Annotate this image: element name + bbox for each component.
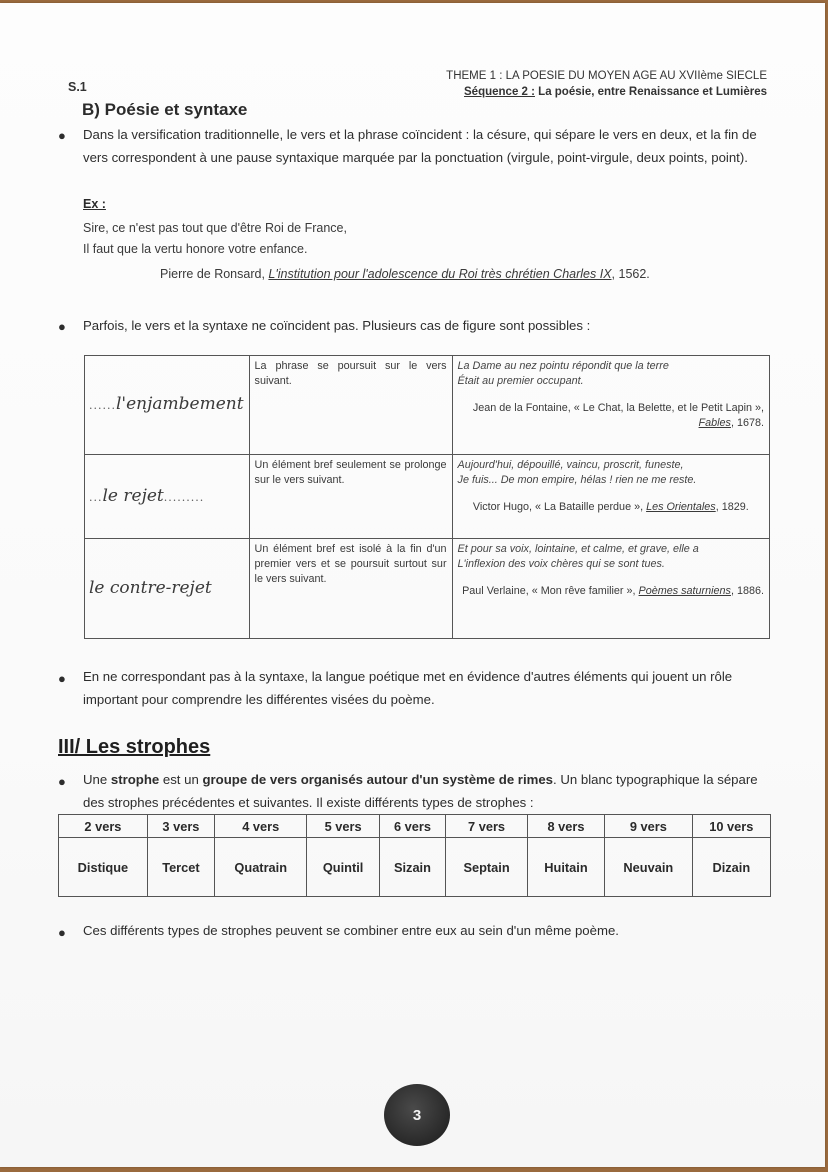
page-header (446, 68, 767, 100)
table-cell: Tercet (147, 838, 214, 897)
table-cell: Neuvain (604, 838, 692, 897)
poem-excerpt: Et pour sa voix, lointaine, et calme, et grave, elle a L'inflexion des voix chères qui se sont tues. (457, 543, 699, 570)
bullet-icon: ● (58, 774, 66, 789)
example-citation: Pierre de Ronsard, L'institution pour l'adolescence du Roi très chrétien Charles IX, 1562. (160, 267, 650, 281)
figure-example (452, 539, 769, 639)
handwritten-answer: le contre-rejet (85, 539, 250, 639)
handwritten-answer: ...le rejet......... (85, 455, 250, 539)
table-cell: Sizain (379, 838, 445, 897)
figures-table (84, 355, 770, 639)
handwritten-answer: ......l'enjambement (85, 356, 250, 455)
document-page (0, 3, 825, 1167)
bullet-icon: ● (58, 319, 66, 334)
table-row (85, 455, 770, 539)
table-header-cell: 9 vers (604, 815, 692, 838)
poem-source: Jean de la Fontaine, « Le Chat, la Belette, et le Petit Lapin », Fables, 1678. (472, 402, 764, 429)
table-cell: Huitain (527, 838, 604, 897)
section-heading-iii: III/ Les strophes (58, 736, 211, 758)
theme-title: THEME 1 : LA POESIE DU MOYEN AGE AU XVIIème SIECLE (446, 70, 767, 82)
section-code: S.1 (68, 80, 87, 94)
work-title: L'institution pour l'adolescence du Roi très chrétien Charles IX (268, 267, 612, 281)
paragraph-cases: Parfois, le vers et la syntaxe ne coïncident pas. Plusieurs cas de figure sont possibles : (83, 318, 591, 333)
table-header-row (59, 815, 771, 838)
strophes-table (58, 814, 771, 897)
paragraph-strophe-definition: Une strophe est un groupe de vers organisés autour d'un système de rimes. Un blanc typographique la sépare des strophes précédentes et suivantes. Il existe différents types de strophes : (83, 772, 758, 810)
figure-definition: Un élément bref seulement se prolonge sur le vers suivant. (249, 455, 452, 539)
paragraph-poetic-language: En ne correspondant pas à la syntaxe, la langue poétique met en évidence d'autres éléments qui jouent un rôle important pour comprendre les différentes visées du poème. (83, 669, 733, 707)
table-header-cell: 2 vers (59, 815, 148, 838)
table-header-cell: 6 vers (379, 815, 445, 838)
example-verse: Il faut que la vertu honore votre enfance. (83, 242, 308, 256)
poem-source: Paul Verlaine, « Mon rêve familier », Poèmes saturniens, 1886. (462, 585, 764, 597)
example-verse: Sire, ce n'est pas tout que d'être Roi de France, (83, 221, 347, 235)
sequence-title: Séquence 2 : La poésie, entre Renaissance et Lumières (464, 86, 767, 98)
table-row (59, 838, 771, 897)
table-header-cell: 5 vers (307, 815, 379, 838)
bullet-icon: ● (58, 925, 66, 940)
poem-excerpt: La Dame au nez pointu répondit que la terre Était au premier occupant. (457, 360, 669, 387)
section-heading-b: B) Poésie et syntaxe (82, 100, 248, 119)
figure-definition: La phrase se poursuit sur le vers suivant. (249, 356, 452, 455)
table-row (85, 356, 770, 455)
table-header-cell: 8 vers (527, 815, 604, 838)
bullet-icon: ● (58, 671, 66, 686)
paragraph-verse-phrase: Dans la versification traditionnelle, le vers et la phrase coïncident : la césure, qui sépare le vers en deux, et la fin de vers correspondent à une pause syntaxique marquée par la ponctuation (virgule, point-virgule, deux points, point). (83, 127, 757, 165)
poem-source: Victor Hugo, « La Bataille perdue », Les Orientales, 1829. (472, 501, 749, 513)
table-cell: Quintil (307, 838, 379, 897)
page-number-badge: 3 (384, 1084, 450, 1146)
table-header-cell: 10 vers (692, 815, 770, 838)
table-cell: Dizain (692, 838, 770, 897)
bullet-icon: ● (58, 128, 66, 143)
figure-definition: Un élément bref est isolé à la fin d'un premier vers et se poursuit surtout sur le vers suivant. (249, 539, 452, 639)
example-verses (83, 218, 347, 260)
table-header-cell: 7 vers (446, 815, 528, 838)
table-row (85, 539, 770, 639)
example-label: Ex : (83, 197, 106, 211)
table-cell: Quatrain (215, 838, 307, 897)
paragraph-combination: Ces différents types de strophes peuvent se combiner entre eux au sein d'un même poème. (83, 923, 619, 938)
poem-excerpt: Aujourd'hui, dépouillé, vaincu, proscrit, funeste, Je fuis... De mon empire, hélas ! rien ne me reste. (457, 459, 697, 486)
table-header-cell: 3 vers (147, 815, 214, 838)
figure-example (452, 455, 769, 539)
table-header-cell: 4 vers (215, 815, 307, 838)
table-cell: Distique (59, 838, 148, 897)
figure-example (452, 356, 769, 455)
table-cell: Septain (446, 838, 528, 897)
